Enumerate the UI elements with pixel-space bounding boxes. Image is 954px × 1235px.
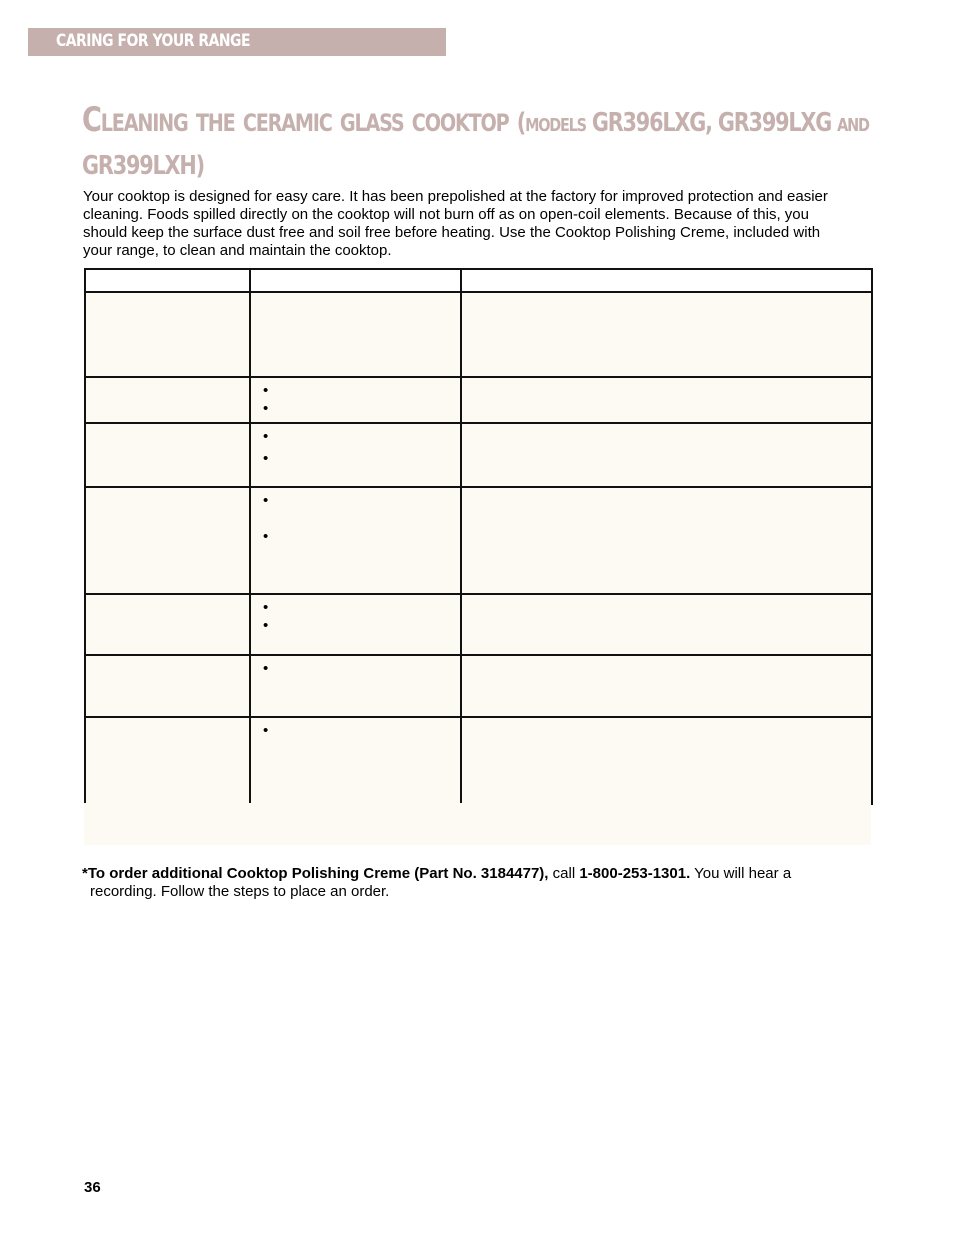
bullet-point: • [263,617,269,634]
table-cell [250,594,461,655]
table-cell [461,594,872,655]
table-cell [85,423,250,487]
footnote-order-text: *To order additional Cooktop Polishing Creme (Part No. 3184477), [82,865,549,882]
bullet-point: • [263,722,269,739]
table-row [85,292,872,377]
page-title-main: Cleaning the ceramic glass cooktop [82,100,509,140]
table-row [85,655,872,717]
table-cell [461,655,872,717]
table-cell [85,594,250,655]
bullet-point: • [263,528,269,545]
table-cell [250,487,461,594]
table-cell [461,423,872,487]
table-header-cell [461,269,872,292]
order-footnote [82,865,860,901]
table-cell [85,655,250,717]
table-row [85,717,872,804]
table-row [85,594,872,655]
table-footer-band [84,803,871,845]
table-cell [461,487,872,594]
page-title [82,100,890,186]
table-header-cell [85,269,250,292]
table-header-row [85,269,872,292]
table-cell [461,717,872,804]
table-cell [85,717,250,804]
table-cell [461,292,872,377]
table-row [85,487,872,594]
bullet-point: • [263,428,269,445]
bullet-point: • [263,660,269,677]
page-title-models: (models GR396LXG, GR399LXG and GR399LXH) [82,108,869,181]
table-cell [250,377,461,423]
table-cell [250,655,461,717]
footnote-call-text: call [548,865,580,882]
table-cell [250,717,461,804]
table-row [85,423,872,487]
table-cell [250,292,461,377]
table-cell [85,487,250,594]
bullet-point: • [263,450,269,467]
table-row [85,377,872,423]
footnote-rest-text: You will hear a recording. Follow the steps to place an order. [90,865,792,900]
table-cell [85,377,250,423]
intro-paragraph: Your cooktop is designed for easy care. It has been prepolished at the factory for improved protection and easier cleaning. Foods spilled directly on the cooktop will not burn off as on open-coil elements. Because of this, you should keep the surface dust free and soil free before heating. Use the Cooktop Polishing Creme, included with your range, to clean and maintain the cooktop. [83,188,828,259]
bullet-point: • [263,400,269,417]
table-cell [85,292,250,377]
bullet-point: • [263,492,269,509]
section-header-title: CARING FOR YOUR RANGE [56,31,251,51]
table-cell [250,423,461,487]
page-number: 36 [84,1179,101,1196]
cleaning-table [84,268,871,805]
bullet-point: • [263,599,269,616]
bullet-point: • [263,382,269,399]
table-cell [461,377,872,423]
footnote-phone-number: 1-800-253-1301. [579,865,691,882]
table-header-cell [250,269,461,292]
